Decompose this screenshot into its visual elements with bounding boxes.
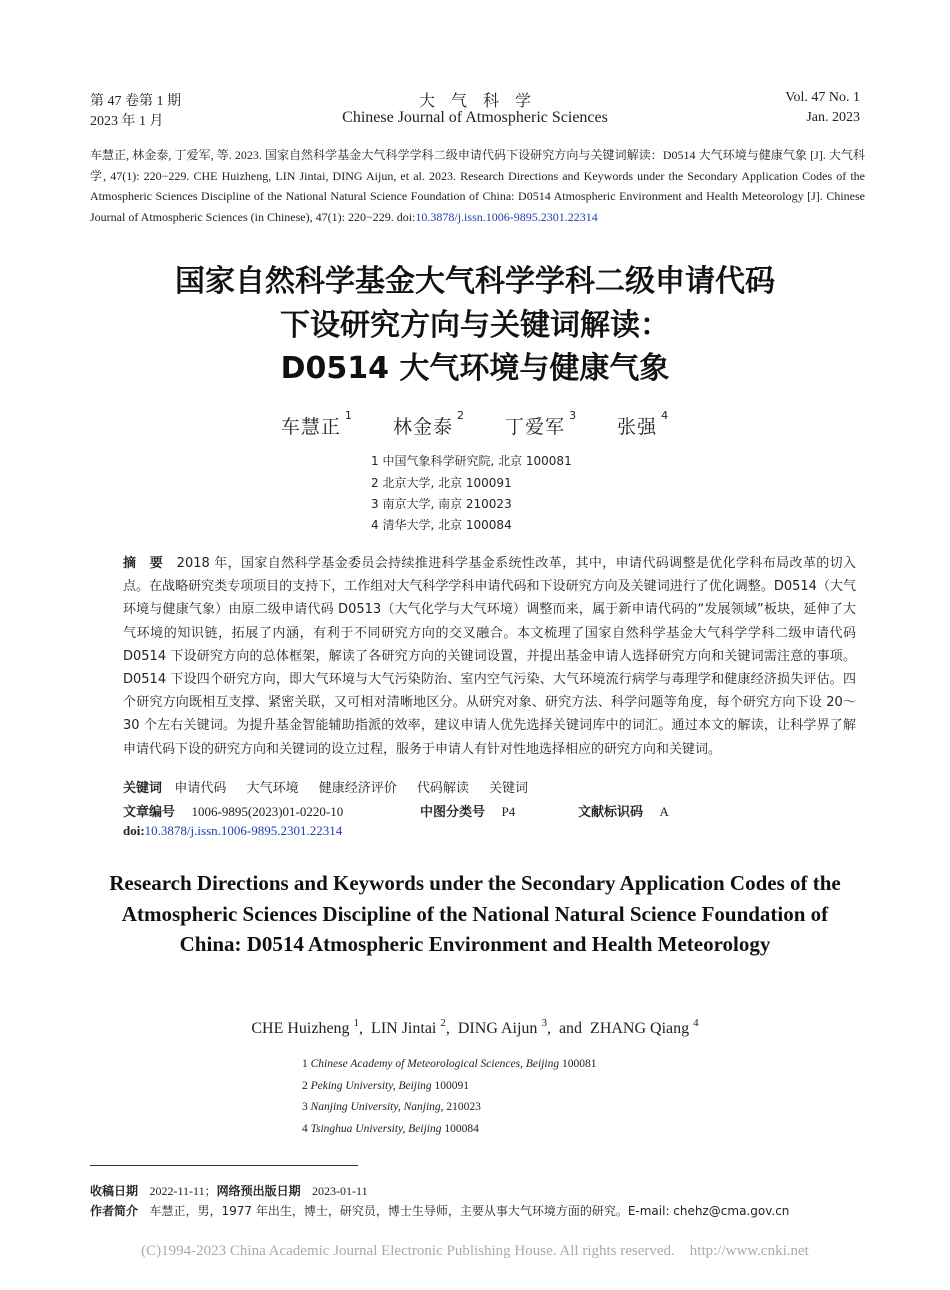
keyword: 申请代码 [174, 781, 227, 796]
title-zh-line2: 下设研究方向与关键词解读： [280, 308, 670, 343]
title-en: Research Directions and Keywords under the Secondary Application Codes of the Atmospheric Sciences Discipline of the National Natural Science Foundation of China: D0514 Atmospheric Environment and Health Meteorology [109, 871, 841, 956]
keyword: 健康经济评价 [318, 781, 397, 796]
affiliation-en: 3 Nanjing University, Nanjing, 210023 [302, 1101, 481, 1113]
affiliation-en: 2 Peking University, Beijing 100091 [302, 1080, 470, 1092]
title-zh-line3: D0514 大气环境与健康气象 [280, 351, 670, 386]
affiliation-zh: 4 清华大学, 北京 100084 [371, 518, 512, 532]
citation-block [90, 145, 865, 227]
footnote-divider [90, 1165, 358, 1166]
authors-zh [0, 409, 950, 439]
abstract-text: 2018 年，国家自然科学基金委员会持续推进科学基金系统性改革，其中，申请代码调整是优化学科布局改革的切入点。在战略研究类专项项目的支持下，工作组对大气科学学科申请代码和下设研究方向及关键词进行了优化调整。D0514（大气环境与健康气象）由原二级申请代码 D0513（大气化学与大气环境）调整而来，属于新申请代码的“发展领域”板块，延伸了大气环境的知识链，拓展了内涵，有利于不同研究方向的交叉融合。本文梳理了国家自然科学基金大气科学学科二级申请代码 D0514 下设研究方向的总体框架，解读了各研究方向的关键词设置，并提出基金申请人选择研究方向和关键词需注意的事项。D0514 下设四个研究方向，即大气环境与大气污染防治、室内空气污染、大气环境流行病学与毒理学和健康经济损失评估。四个研究方向既相互支撑、紧密关联，又可相对清晰地区分。从研究对象、研究方法、科学问题等角度，每个研究方向下设 20～30 个左右关键词。为提升基金智能辅助指派的效率，建议申请人优先选择关键词库中的词汇。通过本文的解读，让科学界了解申请代码下设的研究方向和关键词的设立过程，服务于申请人有针对性地选择相应的研究方向和关键词。 [123, 556, 856, 757]
affiliation-zh: 3 南京大学, 南京 210023 [371, 497, 512, 511]
keyword: 大气环境 [246, 781, 299, 796]
keyword: 代码解读 [416, 781, 469, 796]
document-code: 文献标识码 A [578, 804, 669, 820]
journal-name-zh: 大 气 科 学 [418, 91, 531, 110]
keywords-zh [123, 777, 544, 796]
citation-doi-link[interactable]: 10.3878/j.issn.1006-9895.2301.22314 [415, 209, 598, 224]
volume-en: Vol. 47 No. 1 [785, 90, 860, 105]
received-dates: 收稿日期 2022-11-11；网络预出版日期 2023-01-11 [90, 1184, 368, 1198]
clc-number: 中图分类号 P4 [420, 804, 516, 820]
keywords-label: 关键词 [123, 781, 163, 796]
journal-name-en: Chinese Journal of Atmospheric Sciences [342, 109, 608, 126]
keyword: 关键词 [489, 781, 529, 796]
article-number: 文章编号 1006-9895(2023)01-0220-10 [123, 804, 344, 820]
doi-line: doi:10.3878/j.issn.1006-9895.2301.22314 [123, 823, 343, 838]
author-en: ZHANG Qiang $^4$ [590, 1017, 699, 1037]
affiliation-en: 1 Chinese Academy of Meteorological Sciences, Beijing 100081 [302, 1058, 597, 1070]
abstract-zh [123, 552, 856, 761]
title-zh-line1: 国家自然科学基金大气科学学科二级申请代码 [175, 264, 775, 299]
authors-en: CHE Huizheng $^1$, LIN Jintai $^2$, DING Aijun $^3$, and ZHANG Qiang $^4$ [251, 1017, 699, 1037]
issue-date: 2023 年 1 月 [90, 114, 164, 129]
author-zh: 车慧正$^1$ [280, 409, 353, 438]
affiliation-zh: 1 中国气象科学研究院, 北京 100081 [371, 454, 572, 468]
author-zh: 丁爱军$^3$ [505, 409, 578, 438]
author-en: LIN Jintai $^2$ [371, 1017, 446, 1037]
doi-link[interactable]: 10.3878/j.issn.1006-9895.2301.22314 [144, 823, 343, 838]
author-zh: 林金泰$^2$ [392, 409, 465, 438]
author-en: DING Aijun $^3$ [457, 1017, 547, 1037]
affiliation-en: 4 Tsinghua University, Beijing 100084 [302, 1123, 479, 1135]
copyright-notice: (C)1994-2023 China Academic Journal Electronic Publishing House. All rights reserved. http://www.cnki.net [141, 1243, 809, 1259]
author-zh: 张强$^4$ [617, 409, 670, 438]
volume-issue: 第 47 卷第 1 期 [90, 94, 181, 109]
citation-text: 车慧正, 林金泰, 丁爱军, 等. 2023. 国家自然科学基金大气科学学科二级申请代码下设研究方向与关键词解读：D0514 大气环境与健康气象 [J]. 大气科学, 47(1): 220−229. CHE Huizheng, LIN Jintai, DING Aijun, et al. 2023. Research Directions and Keywords under the Secondary Application Codes of the Atmospheric Sciences Discipline of the National Natural Science Foundation of China: D0514 Atmospheric Environment and Health Meteorology [J]. Chinese Journal of Atmospheric Sciences (in Chinese), 47(1): 220−229. doi: [90, 148, 865, 224]
author-en: CHE Huizheng $^1$ [251, 1017, 360, 1037]
affiliation-zh: 2 北京大学, 北京 100091 [371, 476, 512, 490]
abstract-label: 摘 要 [123, 556, 164, 571]
author-bio: 作者简介 车慧正，男，1977 年出生，博士，研究员，博士生导师，主要从事大气环境方面的研究。E-mail: chehz@cma.gov.cn [90, 1204, 790, 1218]
date-en: Jan. 2023 [806, 110, 860, 125]
